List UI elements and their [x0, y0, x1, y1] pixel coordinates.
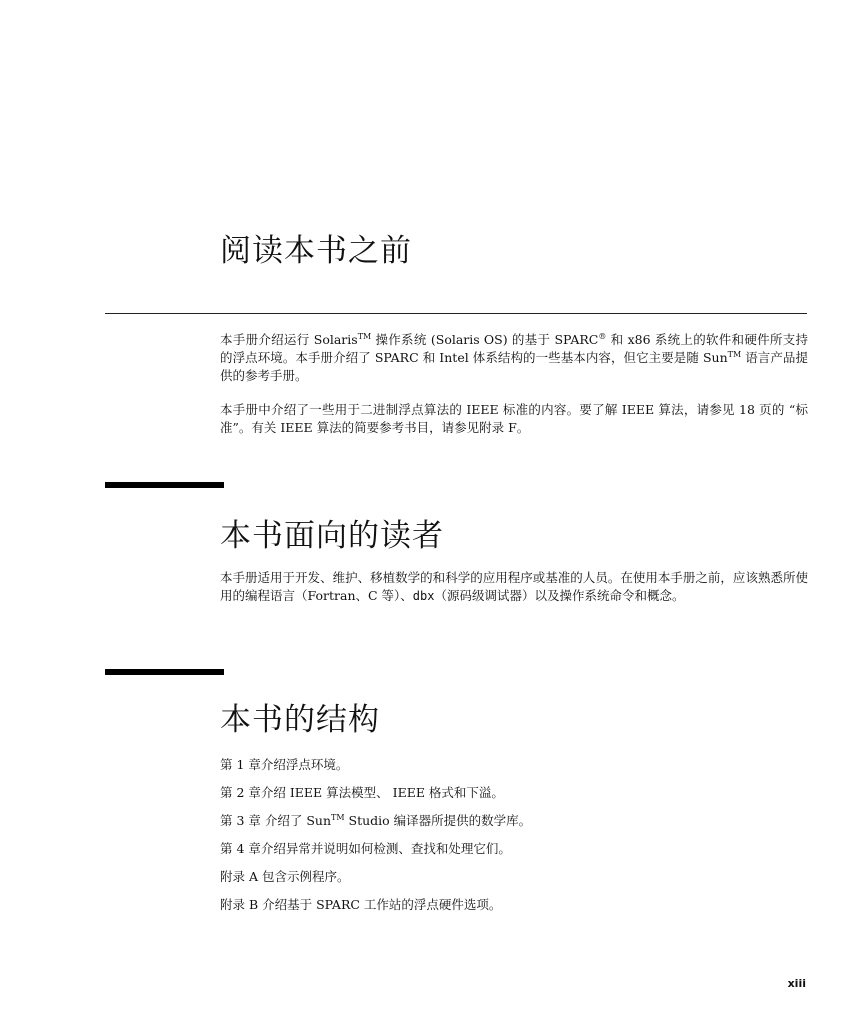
- audience-text-a: 本手册适用于开发、维护、移植数学的和科学的应用程序或基准的人员。在使用本手册之前，应该熟悉所使用的编程语言（Fortran、C 等）、: [220, 570, 808, 603]
- preface-paragraph-1: [220, 331, 808, 385]
- list-item: 附录 B 介绍基于 SPARC 工作站的浮点硬件选项。: [220, 897, 502, 912]
- preface-p1-text-d: 语言产品提供的参考手册。: [220, 350, 808, 383]
- structure-heading: 本书的结构: [220, 702, 380, 738]
- section-divider-rule: [105, 313, 807, 314]
- section-bar: [105, 482, 224, 488]
- audience-heading: 本书面向的读者: [220, 518, 444, 554]
- list-item: 第 2 章介绍 IEEE 算法模型、 IEEE 格式和下溢。: [220, 785, 504, 800]
- trademark-symbol: TM: [357, 331, 372, 341]
- chapter-list: [220, 756, 808, 924]
- trademark-symbol: TM: [727, 349, 742, 359]
- preface-p1-text-b: 操作系统 (Solaris OS) 的基于 SPARC: [371, 332, 599, 347]
- audience-text-b: （源码级调试器）以及操作系统命令和概念。: [434, 588, 685, 603]
- page-number: xiii: [787, 977, 806, 990]
- list-item: 第 4 章介绍异常并说明如何检测、查找和处理它们。: [220, 841, 511, 856]
- list-item: [220, 812, 808, 830]
- registered-symbol: ®: [598, 331, 607, 341]
- list-item: 附录 A 包含示例程序。: [220, 869, 350, 884]
- preface-p1-text-c: 和 x86 系统上的软件和硬件所支持的浮点环境。本手册介绍了 SPARC 和 Intel 体系结构的一些基本内容，但它主要是随 Sun: [220, 332, 808, 365]
- dbx-code: dbx: [412, 589, 435, 603]
- trademark-symbol: TM: [331, 812, 345, 822]
- audience-paragraph: [220, 569, 808, 605]
- list-item-text-b: Studio 编译器所提供的数学库。: [344, 813, 532, 828]
- list-item: 第 1 章介绍浮点环境。: [220, 757, 349, 772]
- preface-heading: 阅读本书之前: [220, 233, 412, 269]
- list-item-text-a: 第 3 章 介绍了 Sun: [220, 813, 332, 828]
- section-bar: [105, 669, 224, 675]
- preface-paragraph-2: 本手册中介绍了一些用于二进制浮点算法的 IEEE 标准的内容。要了解 IEEE 算法，请参见 18 页的 “标准”。有关 IEEE 算法的简要参考书目，请参见附录 F。: [220, 402, 808, 435]
- preface-p1-text-a: 本手册介绍运行 Solaris: [220, 332, 358, 347]
